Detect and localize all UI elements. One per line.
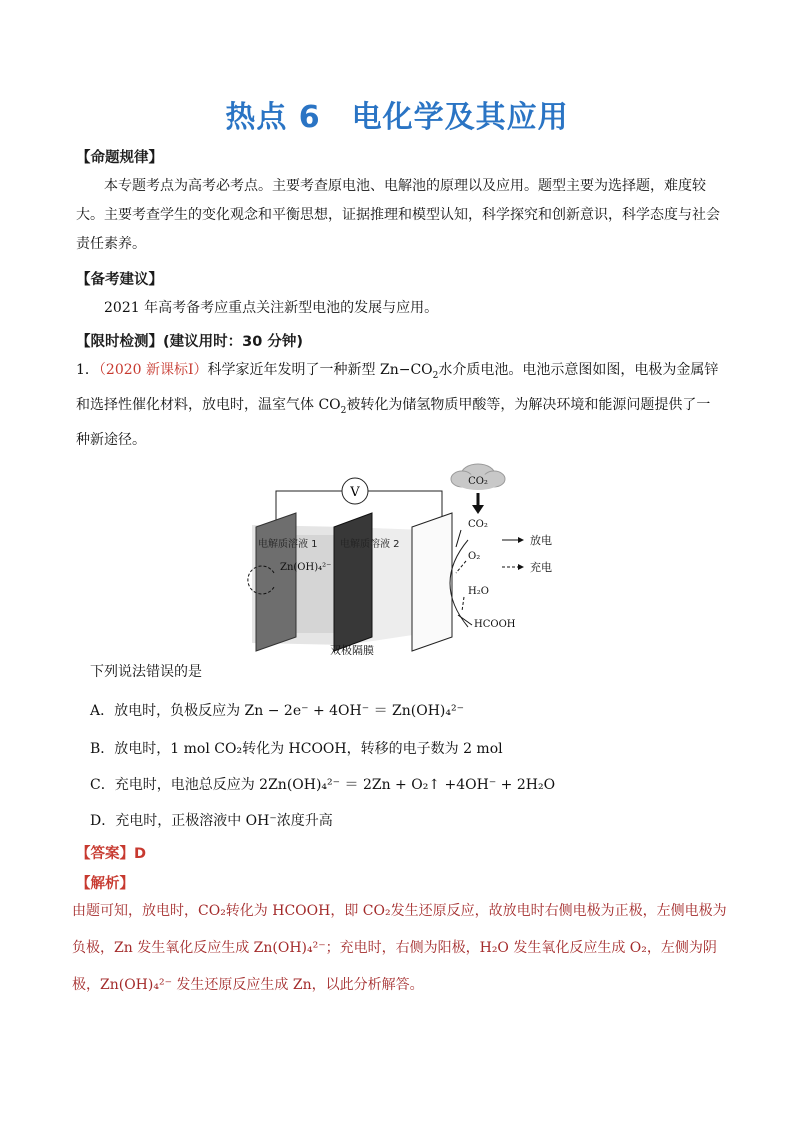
cloud-co2-label: CO₂ [468,476,488,487]
h2o-arrow [462,597,464,611]
o2-arrow [456,561,466,573]
electrolyte-2-label: 电解质溶液 2 [340,539,400,550]
stem-sub-b: 2 [340,405,347,416]
bipolar-membrane [334,513,372,651]
rules-paragraph: 本专题考点为高考必考点。主要考查原电池、电解池的原理以及应用。题型主要为选择题，难度较大。主要考查学生的变化观念和平衡思想，证据推理和模型认知，科学探究和创新意识，科学态度与社会责任素养。 [76,178,720,252]
legend-solid-arrow-icon [518,537,524,543]
question-source: （2020 新课标Ⅰ） [98,362,208,378]
analysis-label: 【解析】 [76,876,134,892]
legend-dashed-arrow-icon [518,564,524,570]
down-arrow-head-icon [472,505,484,514]
question-stem [76,356,724,455]
advice-paragraph: 2021 年高考备考应重点关注新型电池的发展与应用。 [104,300,439,316]
test-heading: 【限时检测】(建议用时：30 分钟) [76,334,303,350]
option-c: C．充电时，电池总反应为 2Zn(OH)₄²⁻ ＝ 2Zn + O₂↑ +4OH⁻ + 2H₂O [90,777,556,793]
zinc-electrode [256,513,296,651]
co2-arrow [456,530,461,547]
stem-sub-a: 2 [432,370,439,381]
voltmeter-label: V [350,485,360,500]
question-number: 1． [76,362,99,378]
option-d: D．充电时，正极溶液中 OH⁻浓度升高 [90,813,333,829]
stem-part-a: 科学家近年发明了一种新型 Zn−CO [207,362,433,378]
legend-discharge: 放电 [530,534,552,547]
legend-charge: 充电 [530,561,552,574]
zincate-label: Zn(OH)₄²⁻ [280,562,332,573]
stem-part-b: 水介质电池。电池示意图如图，电极为金属锌和选择性催化材料，放电时，温室气体 CO [76,362,719,413]
electrode-curve [450,540,468,627]
option-a: A．放电时，负极反应为 Zn − 2e⁻ + 4OH⁻ ＝ Zn(OH)₄²⁻ [90,703,465,719]
rules-heading: 【命题规律】 [76,150,163,166]
membrane-caption: 双极隔膜 [330,644,374,655]
analysis-paragraph: 由题可知，放电时，CO₂转化为 HCOOH，即 CO₂发生还原反应，故放电时右侧电极为正极，左侧电极为负极，Zn 发生氧化反应生成 Zn(OH)₄²⁻；充电时，右侧为阳极，H₂O 发生氧化反应生成 O₂，左侧为阴极，Zn(OH)₄²⁻ 发生还原反应生成 Zn，以此分析解答。 [72,903,727,993]
advice-heading: 【备考建议】 [76,272,163,288]
o2-label: O₂ [468,551,481,562]
h2o-label: H₂O [468,586,489,597]
catalyst-electrode [412,513,452,651]
question-prompt: 下列说法错误的是 [90,664,202,680]
option-b: B．放电时，1 mol CO₂转化为 HCOOH，转移的电子数为 2 mol [90,741,503,757]
battery-diagram [246,455,576,655]
page-title: 热点 6 电化学及其应用 [225,100,569,135]
electrolyte-1-label: 电解质溶液 1 [258,539,318,550]
stem-part-c: 被转化为储氢物质甲酸等，为解决环境和能源问题提供了一种新途径。 [76,396,711,448]
co2-label: CO₂ [468,519,488,530]
hcooh-label: HCOOH [474,619,516,630]
answer-label: 【答案】D [76,846,147,862]
